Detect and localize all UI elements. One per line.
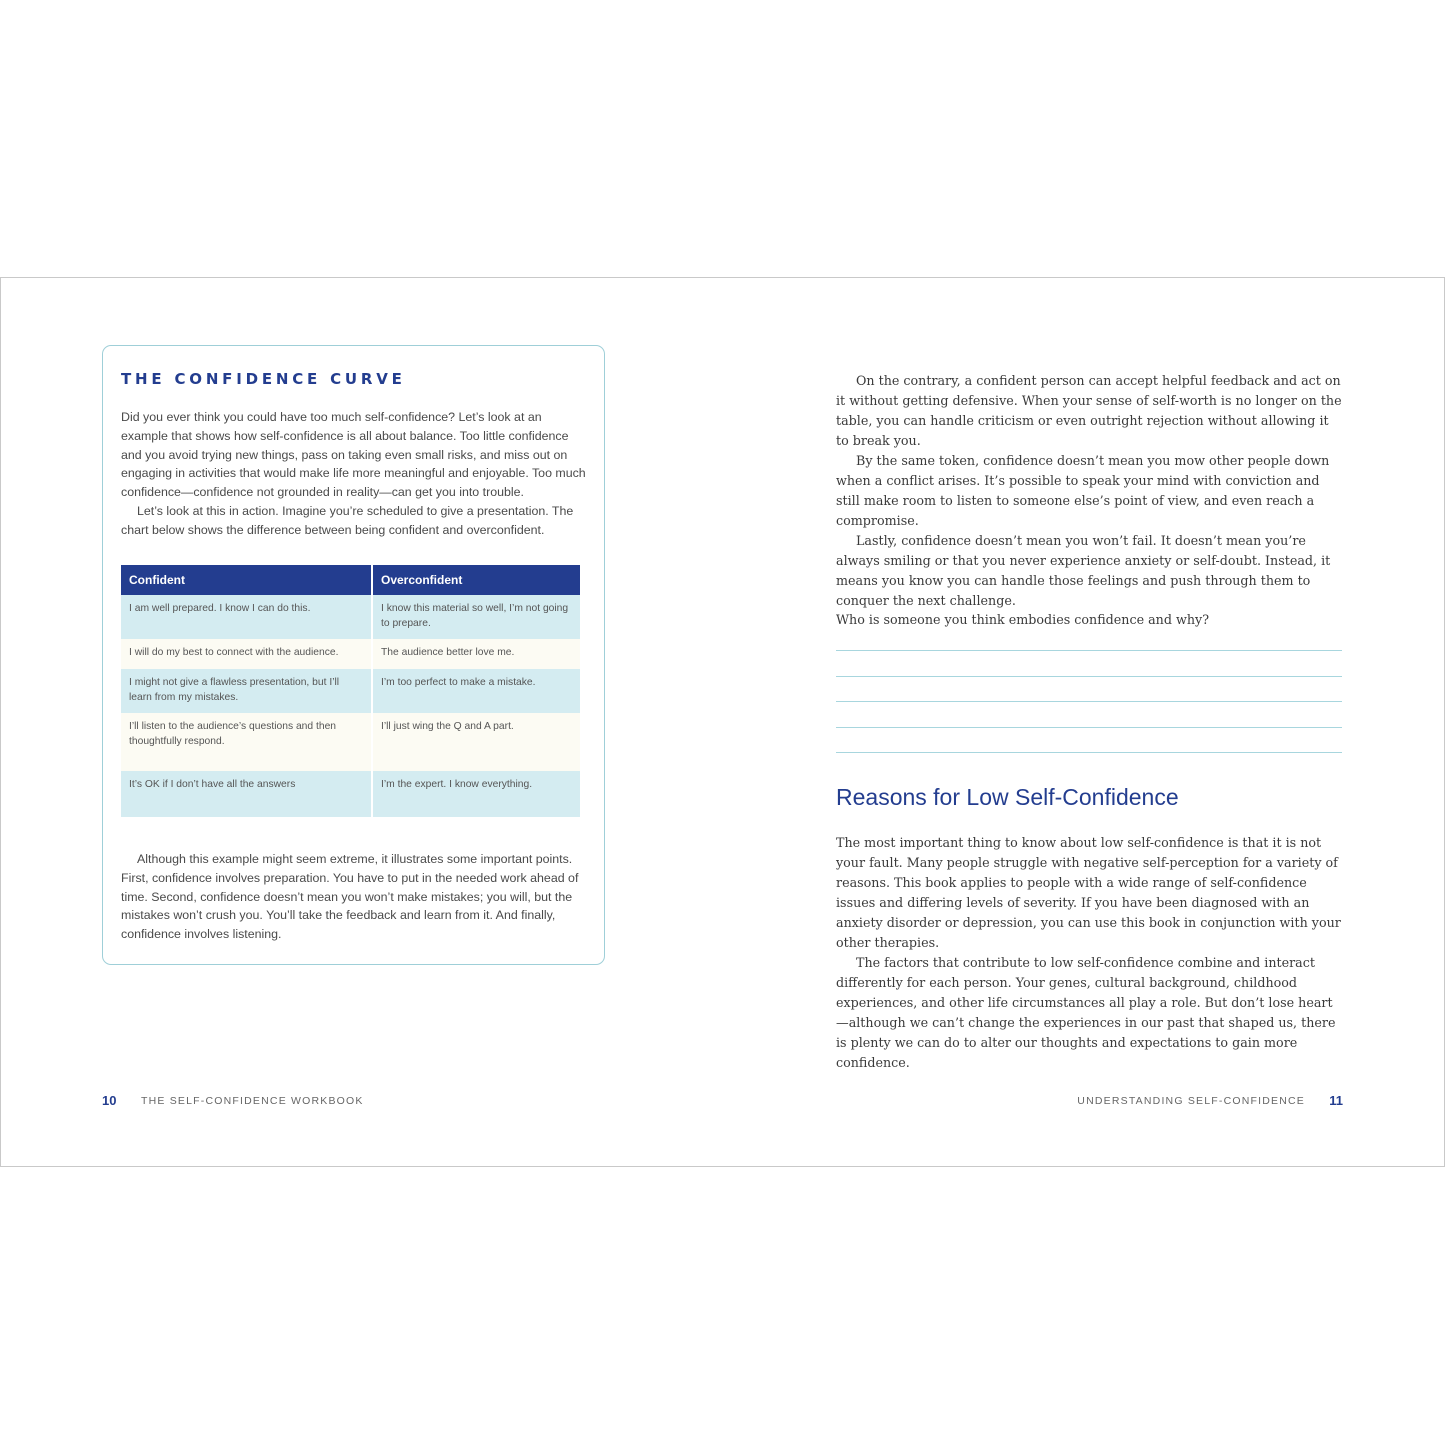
- table-cell-overconfident: I know this material so well, I’m not going to prepare.: [372, 595, 580, 639]
- writing-line[interactable]: [836, 752, 1342, 753]
- body-paragraph: Lastly, confidence doesn’t mean you won’t fail. It doesn’t mean you’re always smiling or that you never experience anxiety or self-doubt. Instead, it means you know you can handle those feelings and push through them to conquer the next challenge.: [836, 533, 1331, 608]
- body-paragraph: By the same token, confidence doesn’t mean you mow other people down when a conflict arises. It’s possible to speak your mind with conviction and still make room to listen to someone else’s point of view, and even reach a compromise.: [836, 453, 1330, 528]
- sidebar-intro-paragraph: Let’s look at this in action. Imagine you’re scheduled to give a presentation. The chart below shows the difference between being confident and overconfident.: [121, 503, 574, 537]
- page-number-right: 11: [1329, 1093, 1343, 1108]
- writing-line[interactable]: [836, 701, 1342, 702]
- sidebar-intro-paragraph: Did you ever think you could have too much self-confidence? Let’s look at an example that shows how self-confidence is all about balance. Too little confidence and you avoid trying new things, pass on taking even small risks, and miss out on engaging in activities that would make life more meaningful and enjoyable. Too much confidence—confidence not grounded in reality—can get you into trouble.: [121, 410, 586, 500]
- table-cell-confident: I will do my best to connect with the audience.: [121, 639, 372, 669]
- body-paragraph: On the contrary, a confident person can accept helpful feedback and act on it without getting defensive. When your sense of self-worth is no longer on the table, you can handle criticism or even outright rejection without allowing it to break you.: [836, 373, 1342, 448]
- running-head-right: UNDERSTANDING SELF-CONFIDENCE: [1077, 1095, 1305, 1107]
- section-heading: Reasons for Low Self-Confidence: [836, 784, 1179, 810]
- table-row: [121, 771, 580, 817]
- confidence-curve-sidebar: [102, 345, 605, 965]
- table-cell-confident: I am well prepared. I know I can do this.: [121, 595, 372, 639]
- table-cell-overconfident: The audience better love me.: [372, 639, 580, 669]
- page-number-left: 10: [102, 1093, 117, 1108]
- sidebar-conclusion: [121, 850, 591, 944]
- table-row: [121, 713, 580, 771]
- writing-line[interactable]: [836, 727, 1342, 728]
- section-paragraph: The factors that contribute to low self-confidence combine and interact differently for each person. Your genes, cultural background, childhood experiences, and other life circumstances all play a role. But don’t lose heart—although we can’t change the experiences in our past that shaped us, there is plenty we can do to alter our thoughts and expectations to gain more confidence.: [836, 955, 1336, 1070]
- sidebar-title: THE CONFIDENCE CURVE: [121, 370, 406, 388]
- table-row: [121, 669, 580, 713]
- body-text: [836, 371, 1342, 611]
- table-cell-confident: I’ll listen to the audience’s questions and then thoughtfully respond.: [121, 713, 372, 771]
- running-head-left: THE SELF-CONFIDENCE WORKBOOK: [141, 1095, 364, 1107]
- column-header-confident: Confident: [121, 565, 372, 595]
- table-row: [121, 639, 580, 669]
- table-cell-overconfident: I’m too perfect to make a mistake.: [372, 669, 580, 713]
- section-paragraph: The most important thing to know about low self-confidence is that it is not your fault. Many people struggle with negative self-perception for a variety of reasons. This book applies to people with a wide range of self-confidence issues and differing levels of severity. If you have been diagnosed with an anxiety disorder or depression, you can use this book in conjunction with your other therapies.: [836, 835, 1341, 950]
- sidebar-conclusion-paragraph: Although this example might seem extreme, it illustrates some important points. First, confidence involves preparation. You have to put in the needed work ahead of time. Second, confidence doesn’t mean you won’t make mistakes; you will, but the mistakes won’t crush you. You’ll take the feedback and learn from it. And finally, confidence involves listening.: [121, 852, 579, 942]
- writing-line[interactable]: [836, 650, 1342, 651]
- table-cell-confident: It’s OK if I don’t have all the answers: [121, 771, 372, 817]
- column-header-overconfident: Overconfident: [372, 565, 580, 595]
- table-header-row: [121, 565, 580, 595]
- section-body: [836, 833, 1342, 1073]
- table-row: [121, 595, 580, 639]
- journal-prompt: Who is someone you think embodies confidence and why?: [836, 612, 1210, 627]
- confidence-comparison-table: [121, 565, 580, 817]
- table-cell-confident: I might not give a flawless presentation, but I’ll learn from my mistakes.: [121, 669, 372, 713]
- sidebar-intro: [121, 408, 591, 540]
- table-cell-overconfident: I’m the expert. I know everything.: [372, 771, 580, 817]
- table-cell-overconfident: I’ll just wing the Q and A part.: [372, 713, 580, 771]
- writing-line[interactable]: [836, 676, 1342, 677]
